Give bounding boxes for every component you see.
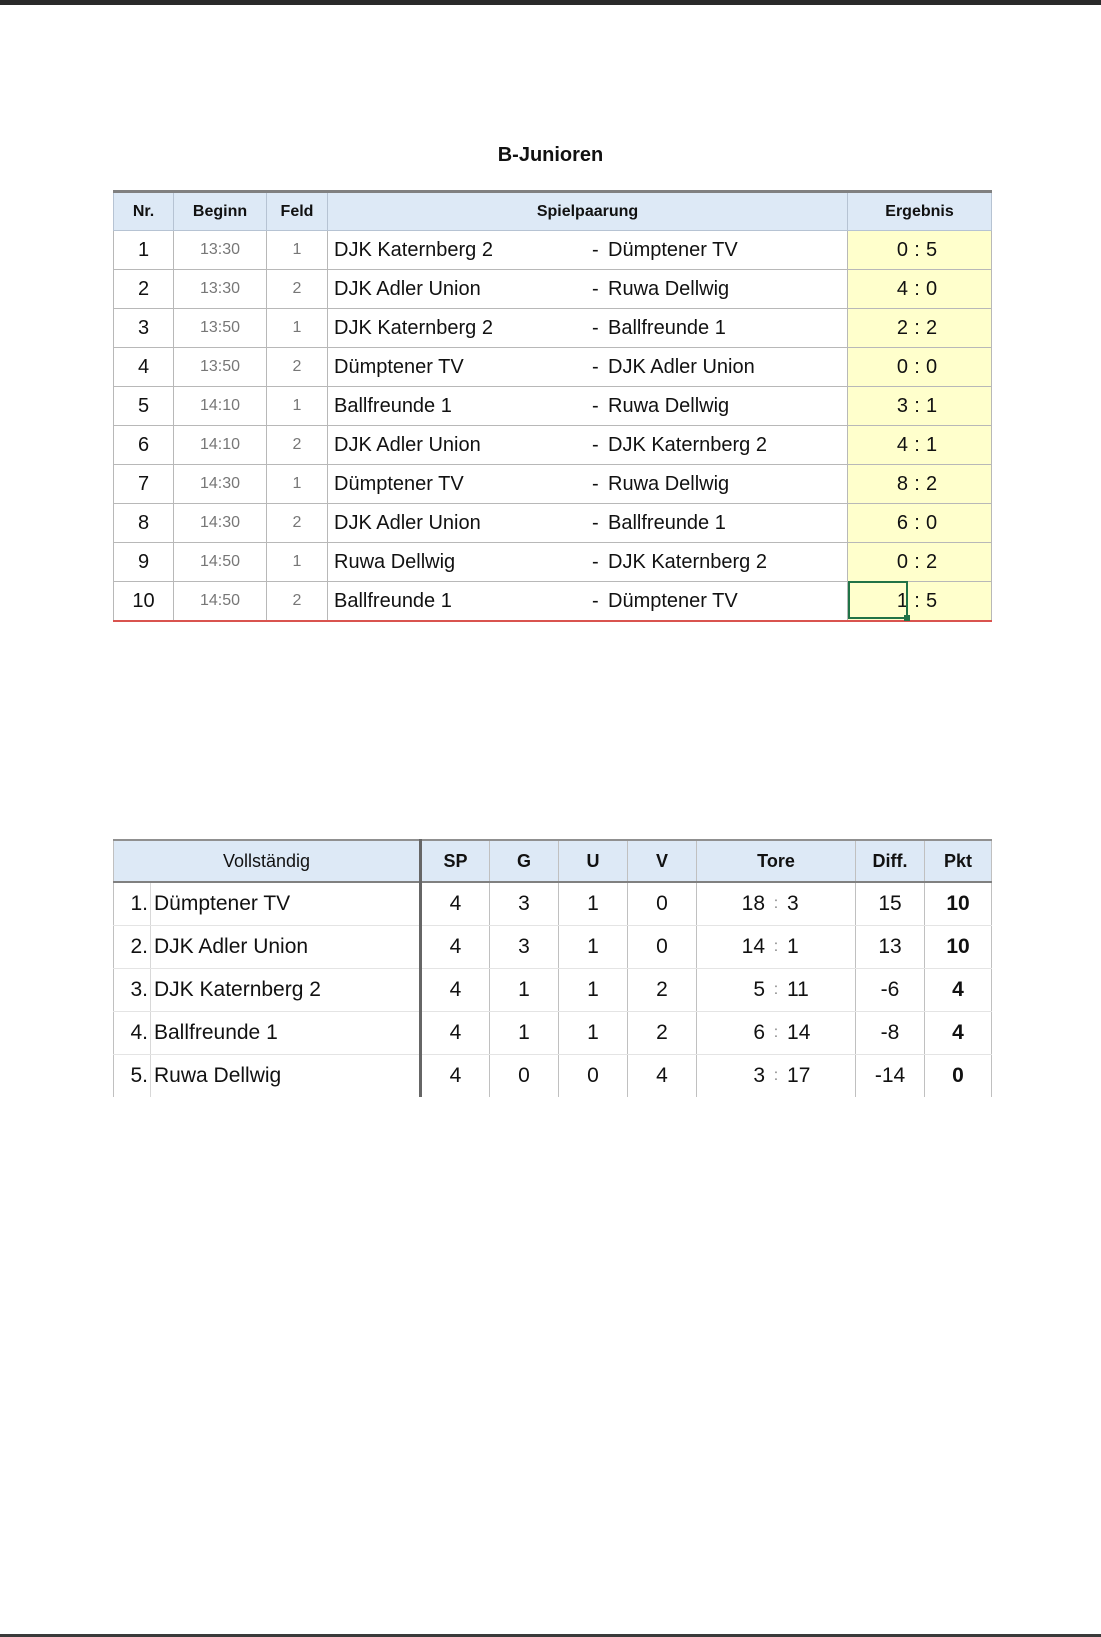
match-pairing[interactable] bbox=[328, 309, 848, 348]
stat-pkt: 10 bbox=[925, 882, 992, 926]
home-team: Ruwa Dellwig bbox=[334, 550, 456, 573]
match-feld[interactable]: 1 bbox=[267, 387, 328, 426]
schedule-header-row bbox=[114, 192, 992, 231]
match-pairing[interactable] bbox=[328, 465, 848, 504]
score-colon: : bbox=[914, 511, 920, 534]
score-colon: : bbox=[914, 472, 920, 495]
score-colon: : bbox=[914, 433, 920, 456]
standings-table bbox=[113, 839, 992, 1097]
score-colon: : bbox=[914, 355, 920, 378]
tore-values bbox=[697, 935, 855, 959]
tore-values bbox=[697, 978, 855, 1002]
match-row bbox=[114, 348, 992, 387]
result-cell bbox=[848, 543, 991, 581]
stat-pkt: 0 bbox=[925, 1055, 992, 1098]
match-result[interactable] bbox=[848, 309, 992, 348]
header-vollstaendig: Vollständig bbox=[114, 840, 421, 882]
away-team: Ballfreunde 1 bbox=[608, 316, 726, 339]
tore-against: 14 bbox=[787, 1021, 811, 1044]
team-rank: 2. bbox=[114, 926, 151, 969]
score-colon: : bbox=[914, 394, 920, 417]
match-nr[interactable]: 2 bbox=[114, 270, 174, 309]
stat-pkt: 4 bbox=[925, 1012, 992, 1055]
match-feld[interactable]: 2 bbox=[267, 504, 328, 543]
match-pairing[interactable] bbox=[328, 387, 848, 426]
match-nr[interactable]: 4 bbox=[114, 348, 174, 387]
stat-pkt: 4 bbox=[925, 969, 992, 1012]
match-nr[interactable]: 3 bbox=[114, 309, 174, 348]
result-cell bbox=[848, 309, 991, 347]
match-feld[interactable]: 2 bbox=[267, 348, 328, 387]
match-feld[interactable]: 1 bbox=[267, 465, 328, 504]
stat-tore bbox=[697, 1012, 856, 1055]
match-result[interactable] bbox=[848, 270, 992, 309]
match-row bbox=[114, 387, 992, 426]
result-cell bbox=[848, 387, 991, 425]
match-nr[interactable]: 10 bbox=[114, 582, 174, 622]
away-goals[interactable]: 0 bbox=[926, 355, 938, 378]
match-pairing[interactable] bbox=[328, 270, 848, 309]
match-result[interactable] bbox=[848, 504, 992, 543]
tore-against: 1 bbox=[787, 935, 799, 958]
stat-tore bbox=[697, 926, 856, 969]
pairing-separator: - bbox=[592, 277, 599, 300]
match-feld[interactable]: 2 bbox=[267, 426, 328, 465]
away-team: Ruwa Dellwig bbox=[608, 472, 730, 495]
match-pairing[interactable] bbox=[328, 543, 848, 582]
header-tore: Tore bbox=[697, 840, 856, 882]
away-goals[interactable]: 1 bbox=[926, 433, 938, 456]
stat-u: 0 bbox=[559, 1055, 628, 1098]
away-team: Dümptener TV bbox=[608, 238, 738, 261]
tore-values bbox=[697, 1021, 855, 1045]
header-feld: Feld bbox=[267, 192, 328, 231]
pairing-separator: - bbox=[592, 238, 599, 261]
match-result[interactable] bbox=[848, 543, 992, 582]
standings-row bbox=[114, 1012, 992, 1055]
tore-against: 17 bbox=[787, 1064, 811, 1087]
stat-g: 3 bbox=[490, 926, 559, 969]
away-goals[interactable]: 2 bbox=[926, 472, 938, 495]
match-beginn[interactable]: 14:50 bbox=[174, 543, 267, 582]
result-cell bbox=[848, 504, 991, 542]
result-cell bbox=[848, 348, 991, 386]
match-result[interactable] bbox=[848, 387, 992, 426]
stat-diff: -8 bbox=[856, 1012, 925, 1055]
stat-v: 2 bbox=[628, 1012, 697, 1055]
header-beginn: Beginn bbox=[174, 192, 267, 231]
match-beginn[interactable]: 14:10 bbox=[174, 387, 267, 426]
result-cell bbox=[848, 582, 991, 620]
home-team: Dümptener TV bbox=[334, 355, 464, 378]
stat-g: 1 bbox=[490, 969, 559, 1012]
team-name: DJK Katernberg 2 bbox=[151, 969, 421, 1012]
match-nr[interactable]: 1 bbox=[114, 231, 174, 270]
result-score bbox=[848, 543, 991, 581]
match-result[interactable] bbox=[848, 465, 992, 504]
header-diff: Diff. bbox=[856, 840, 925, 882]
page-title: B-Junioren bbox=[497, 144, 604, 166]
standings-row bbox=[114, 1055, 992, 1098]
tore-colon: : bbox=[773, 1067, 779, 1084]
match-nr[interactable]: 8 bbox=[114, 504, 174, 543]
match-beginn[interactable]: 13:50 bbox=[174, 348, 267, 387]
stat-tore bbox=[697, 882, 856, 926]
result-score bbox=[848, 465, 991, 503]
away-goals[interactable]: 2 bbox=[926, 316, 938, 339]
home-team: Ballfreunde 1 bbox=[334, 589, 452, 612]
pairing-separator: - bbox=[592, 511, 599, 534]
home-team: DJK Adler Union bbox=[334, 277, 481, 300]
tore-against: 3 bbox=[787, 892, 799, 915]
team-rank: 3. bbox=[114, 969, 151, 1012]
match-result[interactable] bbox=[848, 231, 992, 270]
away-team: DJK Katernberg 2 bbox=[608, 433, 767, 456]
home-goals[interactable]: 3 bbox=[896, 394, 908, 417]
match-row bbox=[114, 543, 992, 582]
stat-sp: 4 bbox=[421, 926, 490, 969]
match-pairing[interactable] bbox=[328, 504, 848, 543]
match-nr[interactable]: 9 bbox=[114, 543, 174, 582]
score-colon: : bbox=[914, 238, 920, 261]
result-score bbox=[848, 348, 991, 386]
home-goals[interactable]: 0 bbox=[896, 550, 908, 573]
match-feld[interactable]: 2 bbox=[267, 270, 328, 309]
match-row bbox=[114, 231, 992, 270]
tore-colon: : bbox=[773, 1024, 779, 1041]
tore-colon: : bbox=[773, 981, 779, 998]
tore-against: 11 bbox=[787, 978, 809, 1001]
tore-colon: : bbox=[773, 938, 779, 955]
home-team: Dümptener TV bbox=[334, 472, 464, 495]
stat-g: 3 bbox=[490, 882, 559, 926]
tore-for: 5 bbox=[753, 978, 766, 1001]
away-team: Ruwa Dellwig bbox=[608, 394, 730, 417]
home-team: DJK Katernberg 2 bbox=[334, 238, 493, 261]
header-ergebnis: Ergebnis bbox=[848, 192, 992, 231]
result-cell bbox=[848, 270, 991, 308]
score-colon: : bbox=[914, 550, 920, 573]
score-colon: : bbox=[914, 316, 920, 339]
header-u: U bbox=[559, 840, 628, 882]
tore-for: 14 bbox=[741, 935, 766, 958]
score-colon: : bbox=[914, 277, 920, 300]
pairing-separator: - bbox=[592, 433, 599, 456]
result-score bbox=[848, 231, 991, 269]
home-team: DJK Katernberg 2 bbox=[334, 316, 493, 339]
match-beginn[interactable]: 14:30 bbox=[174, 465, 267, 504]
team-name: Dümptener TV bbox=[151, 882, 421, 926]
away-goals[interactable]: 2 bbox=[926, 550, 938, 573]
away-goals[interactable]: 5 bbox=[926, 238, 938, 261]
top-border bbox=[0, 0, 1101, 5]
match-row bbox=[114, 504, 992, 543]
home-goals[interactable]: 0 bbox=[896, 238, 908, 261]
standings-row bbox=[114, 882, 992, 926]
match-nr[interactable]: 5 bbox=[114, 387, 174, 426]
team-rank: 1. bbox=[114, 882, 151, 926]
result-cell bbox=[848, 465, 991, 503]
match-row bbox=[114, 582, 992, 622]
team-rank: 5. bbox=[114, 1055, 151, 1098]
stat-diff: 15 bbox=[856, 882, 925, 926]
match-beginn[interactable]: 14:50 bbox=[174, 582, 267, 622]
result-score bbox=[848, 426, 991, 464]
match-nr[interactable]: 6 bbox=[114, 426, 174, 465]
home-team: DJK Adler Union bbox=[334, 433, 481, 456]
match-beginn[interactable]: 14:30 bbox=[174, 504, 267, 543]
stat-v: 2 bbox=[628, 969, 697, 1012]
stat-tore bbox=[697, 969, 856, 1012]
pairing-separator: - bbox=[592, 316, 599, 339]
tore-for: 18 bbox=[741, 892, 766, 915]
standings-header-row bbox=[114, 840, 992, 882]
match-beginn[interactable]: 14:10 bbox=[174, 426, 267, 465]
team-rank: 4. bbox=[114, 1012, 151, 1055]
stat-v: 0 bbox=[628, 882, 697, 926]
away-goals[interactable]: 0 bbox=[926, 511, 938, 534]
stat-u: 1 bbox=[559, 882, 628, 926]
home-goals[interactable]: 8 bbox=[896, 472, 908, 495]
header-g: G bbox=[490, 840, 559, 882]
tore-for: 3 bbox=[753, 1064, 766, 1087]
stat-u: 1 bbox=[559, 926, 628, 969]
match-beginn[interactable]: 13:30 bbox=[174, 231, 267, 270]
match-row bbox=[114, 426, 992, 465]
stat-diff: -6 bbox=[856, 969, 925, 1012]
stat-sp: 4 bbox=[421, 1012, 490, 1055]
match-beginn[interactable]: 13:50 bbox=[174, 309, 267, 348]
match-feld[interactable]: 1 bbox=[267, 231, 328, 270]
match-pairing[interactable] bbox=[328, 348, 848, 387]
stat-sp: 4 bbox=[421, 882, 490, 926]
match-pairing[interactable] bbox=[328, 582, 848, 622]
active-cell-selection bbox=[848, 581, 908, 619]
tore-for: 6 bbox=[753, 1021, 766, 1044]
stat-pkt: 10 bbox=[925, 926, 992, 969]
home-team: Ballfreunde 1 bbox=[334, 394, 452, 417]
away-team: Ballfreunde 1 bbox=[608, 511, 726, 534]
result-cell bbox=[848, 426, 991, 464]
team-name: Ballfreunde 1 bbox=[151, 1012, 421, 1055]
standings-row bbox=[114, 926, 992, 969]
match-result[interactable] bbox=[848, 348, 992, 387]
header-nr: Nr. bbox=[114, 192, 174, 231]
stat-v: 4 bbox=[628, 1055, 697, 1098]
header-v: V bbox=[628, 840, 697, 882]
home-goals[interactable]: 4 bbox=[896, 433, 908, 456]
match-result[interactable] bbox=[848, 582, 992, 622]
stat-g: 0 bbox=[490, 1055, 559, 1098]
match-nr[interactable]: 7 bbox=[114, 465, 174, 504]
stat-sp: 4 bbox=[421, 1055, 490, 1098]
home-goals[interactable]: 4 bbox=[896, 277, 908, 300]
pairing-separator: - bbox=[592, 550, 599, 573]
stat-g: 1 bbox=[490, 1012, 559, 1055]
match-row bbox=[114, 309, 992, 348]
away-goals[interactable]: 1 bbox=[926, 394, 938, 417]
team-name: DJK Adler Union bbox=[151, 926, 421, 969]
result-score bbox=[848, 387, 991, 425]
away-goals[interactable]: 5 bbox=[926, 589, 938, 612]
pairing-separator: - bbox=[592, 355, 599, 378]
match-pairing[interactable] bbox=[328, 231, 848, 270]
stat-diff: 13 bbox=[856, 926, 925, 969]
header-pkt: Pkt bbox=[925, 840, 992, 882]
pairing-separator: - bbox=[592, 394, 599, 417]
stat-u: 1 bbox=[559, 969, 628, 1012]
header-sp: SP bbox=[421, 840, 490, 882]
away-goals[interactable]: 0 bbox=[926, 277, 938, 300]
result-score bbox=[848, 270, 991, 308]
match-row bbox=[114, 465, 992, 504]
pairing-separator: - bbox=[592, 472, 599, 495]
pairing-separator: - bbox=[592, 589, 599, 612]
match-pairing[interactable] bbox=[328, 426, 848, 465]
schedule-table bbox=[113, 190, 992, 622]
result-score bbox=[848, 309, 991, 347]
home-goals[interactable]: 2 bbox=[896, 316, 908, 339]
home-goals[interactable]: 1 bbox=[896, 589, 908, 612]
home-goals[interactable]: 0 bbox=[896, 355, 908, 378]
match-beginn[interactable]: 13:30 bbox=[174, 270, 267, 309]
away-team: Dümptener TV bbox=[608, 589, 738, 612]
match-row bbox=[114, 270, 992, 309]
tore-values bbox=[697, 892, 855, 916]
match-result[interactable] bbox=[848, 426, 992, 465]
header-spielpaarung: Spielpaarung bbox=[328, 192, 848, 231]
stat-tore bbox=[697, 1055, 856, 1098]
match-feld[interactable]: 2 bbox=[267, 582, 328, 622]
match-feld[interactable]: 1 bbox=[267, 309, 328, 348]
team-name: Ruwa Dellwig bbox=[151, 1055, 421, 1098]
result-score bbox=[848, 504, 991, 542]
stat-sp: 4 bbox=[421, 969, 490, 1012]
result-cell bbox=[848, 231, 991, 269]
home-goals[interactable]: 6 bbox=[896, 511, 908, 534]
away-team: DJK Katernberg 2 bbox=[608, 550, 767, 573]
stat-diff: -14 bbox=[856, 1055, 925, 1098]
away-team: Ruwa Dellwig bbox=[608, 277, 730, 300]
home-team: DJK Adler Union bbox=[334, 511, 481, 534]
tore-values bbox=[697, 1064, 855, 1088]
tore-colon: : bbox=[773, 895, 779, 912]
stat-u: 1 bbox=[559, 1012, 628, 1055]
standings-row bbox=[114, 969, 992, 1012]
stat-v: 0 bbox=[628, 926, 697, 969]
away-team: DJK Adler Union bbox=[608, 355, 755, 378]
match-feld[interactable]: 1 bbox=[267, 543, 328, 582]
score-colon: : bbox=[914, 589, 920, 612]
